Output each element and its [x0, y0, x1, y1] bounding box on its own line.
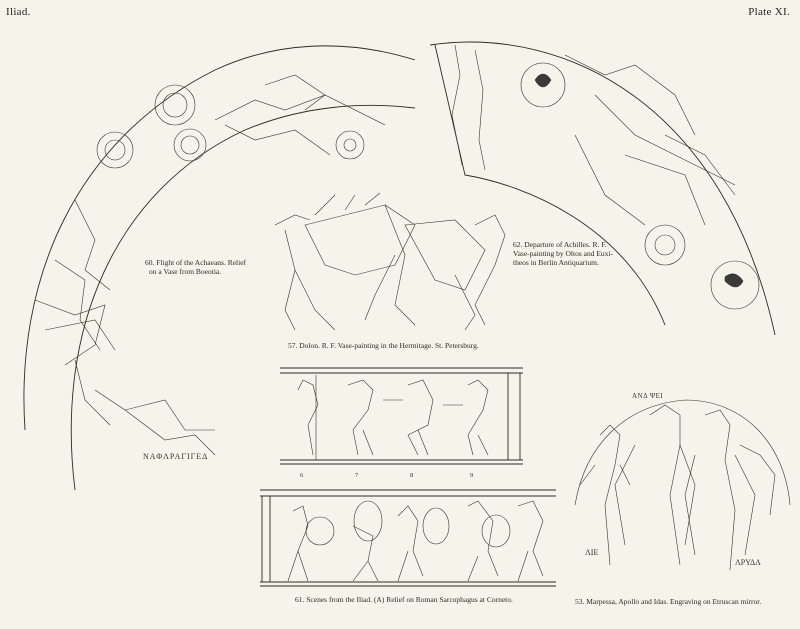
frieze-number-8: 8 — [410, 472, 414, 479]
running-head-left: Iliad. — [6, 6, 31, 18]
fig53-inscription-right: ΛΡΥΔΛ — [735, 558, 761, 567]
frieze-number-6: 6 — [300, 472, 304, 479]
caption-62-line-2: Vase-painting by Oltos and Euxi- — [513, 249, 613, 258]
figure-61-lower-frieze — [258, 486, 558, 590]
figure-57-dolon — [255, 185, 520, 335]
fig60-inscription: ΝΑΦΛΡΑΓΙΓΕΔ — [143, 452, 209, 461]
caption-figure-62 — [513, 240, 613, 267]
plate-number: Plate XI. — [748, 6, 790, 18]
caption-62-line-3: theos in Berlin Antiquarium. — [513, 258, 599, 267]
caption-60-line-2: on a Vase from Boeotia. — [149, 267, 222, 276]
caption-62-line-1: 62. Departure of Achilles. R. F. — [513, 240, 607, 249]
fig53-inscription-top: ΑΝΔ ΨΕΙ — [632, 392, 664, 400]
fig53-inscription-left: ΛΙΕ — [585, 548, 599, 557]
frieze-number-9: 9 — [470, 472, 474, 479]
caption-figure-60 — [145, 258, 246, 276]
frieze-number-7: 7 — [355, 472, 359, 479]
figure-61-upper-frieze — [278, 360, 528, 468]
caption-figure-61: 61. Scenes from the Iliad. (A) Relief on Roman Sarcophagus at Corneto. — [295, 595, 513, 604]
caption-60-line-1: 60. Flight of the Achaeans. Relief — [145, 258, 247, 267]
figure-53-etruscan-mirror — [565, 385, 795, 585]
caption-figure-57: 57. Dolon. R. F. Vase-painting in the Hermitage. St. Petersburg. — [288, 341, 479, 350]
caption-figure-53: 53. Marpessa, Apollo and Idas. Engraving on Etruscan mirror. — [575, 597, 762, 606]
